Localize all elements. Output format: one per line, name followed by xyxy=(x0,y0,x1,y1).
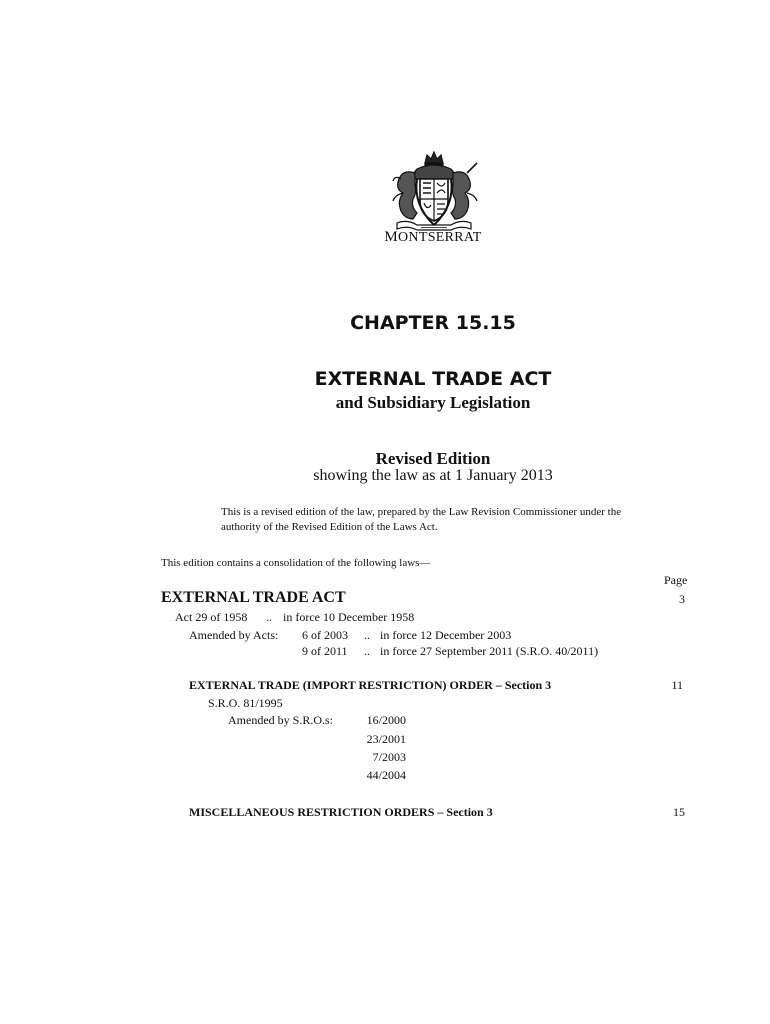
misc-orders-title: MISCELLANEOUS RESTRICTION ORDERS – Section 3 xyxy=(189,805,493,819)
import-order-page: 11 xyxy=(671,678,683,692)
main-act-amended-label: Amended by Acts: xyxy=(189,628,279,642)
sro-amendment: 23/2001 xyxy=(366,732,406,746)
main-act-in-force: in force 10 December 1958 xyxy=(283,610,415,624)
country-name-rest: ONTSERRAT xyxy=(398,230,482,245)
law-date-line: showing the law as at 1 January 2013 xyxy=(313,467,553,484)
act-title: EXTERNAL TRADE ACT xyxy=(314,368,552,390)
page-column-header: Page xyxy=(664,573,688,587)
import-order-title: EXTERNAL TRADE (IMPORT RESTRICTION) ORDER – Section 3 xyxy=(189,678,552,692)
misc-orders-page: 15 xyxy=(673,805,685,819)
subsidiary-heading: and Subsidiary Legislation xyxy=(335,393,531,412)
country-name xyxy=(0,229,770,246)
amendment-in-force: in force 27 September 2011 (S.R.O. 40/2011) xyxy=(380,644,599,658)
amendment-act: 6 of 2003 xyxy=(302,628,348,642)
sro-amendment: 7/2003 xyxy=(372,750,406,764)
amendment-dots: .. xyxy=(364,644,370,658)
main-act-enacted: Act 29 of 1958 xyxy=(175,610,248,624)
amendment-in-force: in force 12 December 2003 xyxy=(380,628,512,642)
country-name-initial: M xyxy=(384,229,399,245)
coat-of-arms-icon xyxy=(387,149,481,231)
main-act-page: 3 xyxy=(679,592,685,606)
revision-note: This is a revised edition of the law, prepared by the Law Revision Commissioner under the authority of the Revised Edition of the Laws Act. xyxy=(221,506,622,533)
amendment-act: 9 of 2011 xyxy=(302,644,348,658)
import-order-amended-label: Amended by S.R.O.s: xyxy=(228,713,333,727)
main-act-dots: .. xyxy=(266,610,272,624)
sro-amendment: 44/2004 xyxy=(366,768,406,782)
import-order-sro: S.R.O. 81/1995 xyxy=(208,696,283,710)
contents-intro: This edition contains a consolidation of the following laws— xyxy=(161,557,431,569)
sro-amendment: 16/2000 xyxy=(366,713,406,727)
chapter-heading: CHAPTER 15.15 xyxy=(350,312,516,334)
amendment-dots: .. xyxy=(364,628,370,642)
main-act-title: EXTERNAL TRADE ACT xyxy=(161,589,346,606)
revised-edition-heading: Revised Edition xyxy=(375,449,491,468)
